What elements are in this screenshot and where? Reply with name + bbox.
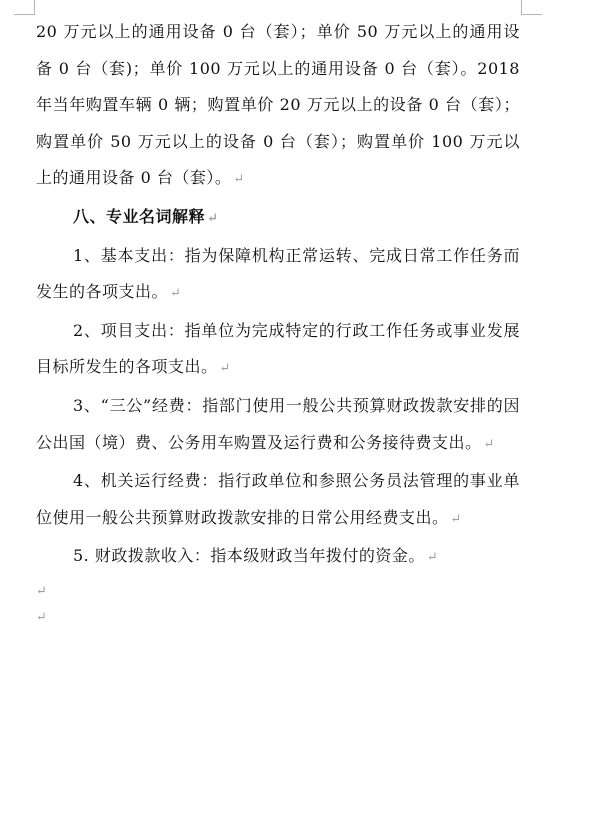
term-project-expenditure — [36, 313, 520, 388]
empty-paragraph — [36, 577, 520, 603]
paragraph-text: 20 万元以上的通用设备 0 台（套）；单价 50 万元以上的通用设备 0 台（套)；单价 100 万元以上的通用设备 0 台（套）。2018 年当年购置车辆 0 辆；购置单价 20 万元以上的设备 0 台（套）；购置单价 50 万元以上的设备 0 台（套）；购置单价 100 万元以上的通用设备 0 台（套）。 — [36, 22, 520, 188]
term-fiscal-appropriation-income — [36, 538, 520, 577]
paragraph-mark-icon: ↵ — [233, 172, 245, 188]
paragraph-mark-icon: ↵ — [219, 361, 231, 377]
paragraph-mark-icon: ↵ — [207, 210, 218, 226]
paragraph-equipment-summary — [36, 14, 520, 199]
paragraph-mark-icon: ↵ — [36, 609, 47, 625]
paragraph-text: 4、机关运行经费：指行政单位和参照公务员法管理的事业单位使用一般公共预算财政拨款安排的日常公用经费支出。 — [36, 471, 520, 527]
document-page — [36, 14, 520, 629]
paragraph-mark-icon: ↵ — [170, 286, 181, 302]
page-corner-mark-right — [521, 0, 542, 15]
paragraph-text: 2、项目支出：指单位为完成特定的行政工作任务或事业发展目标所发生的各项支出。 — [36, 320, 520, 377]
term-basic-expenditure — [36, 238, 520, 313]
page-corner-mark-left — [14, 0, 35, 15]
paragraph-text: 1、基本支出：指为保障机构正常运转、完成日常工作任务而发生的各项支出。 — [36, 245, 520, 302]
term-operating-expenses — [36, 463, 520, 538]
paragraph-text: 5. 财政拨款收入：指本级财政当年拨付的资金。 — [73, 546, 425, 566]
paragraph-mark-icon: ↵ — [450, 511, 462, 527]
term-three-public-expenses — [36, 388, 520, 463]
paragraph-mark-icon: ↵ — [36, 583, 47, 599]
paragraph-mark-icon: ↵ — [426, 550, 438, 566]
section-heading-terms — [36, 199, 520, 238]
paragraph-text: 3、“三公”经费：指部门使用一般公共预算财政拨款安排的因公出国（境）费、公务用车购置及运行费和公务接待费支出。 — [36, 395, 520, 452]
heading-text: 八、专业名词解释 — [73, 206, 206, 226]
empty-paragraph — [36, 603, 520, 629]
paragraph-mark-icon: ↵ — [483, 436, 495, 452]
